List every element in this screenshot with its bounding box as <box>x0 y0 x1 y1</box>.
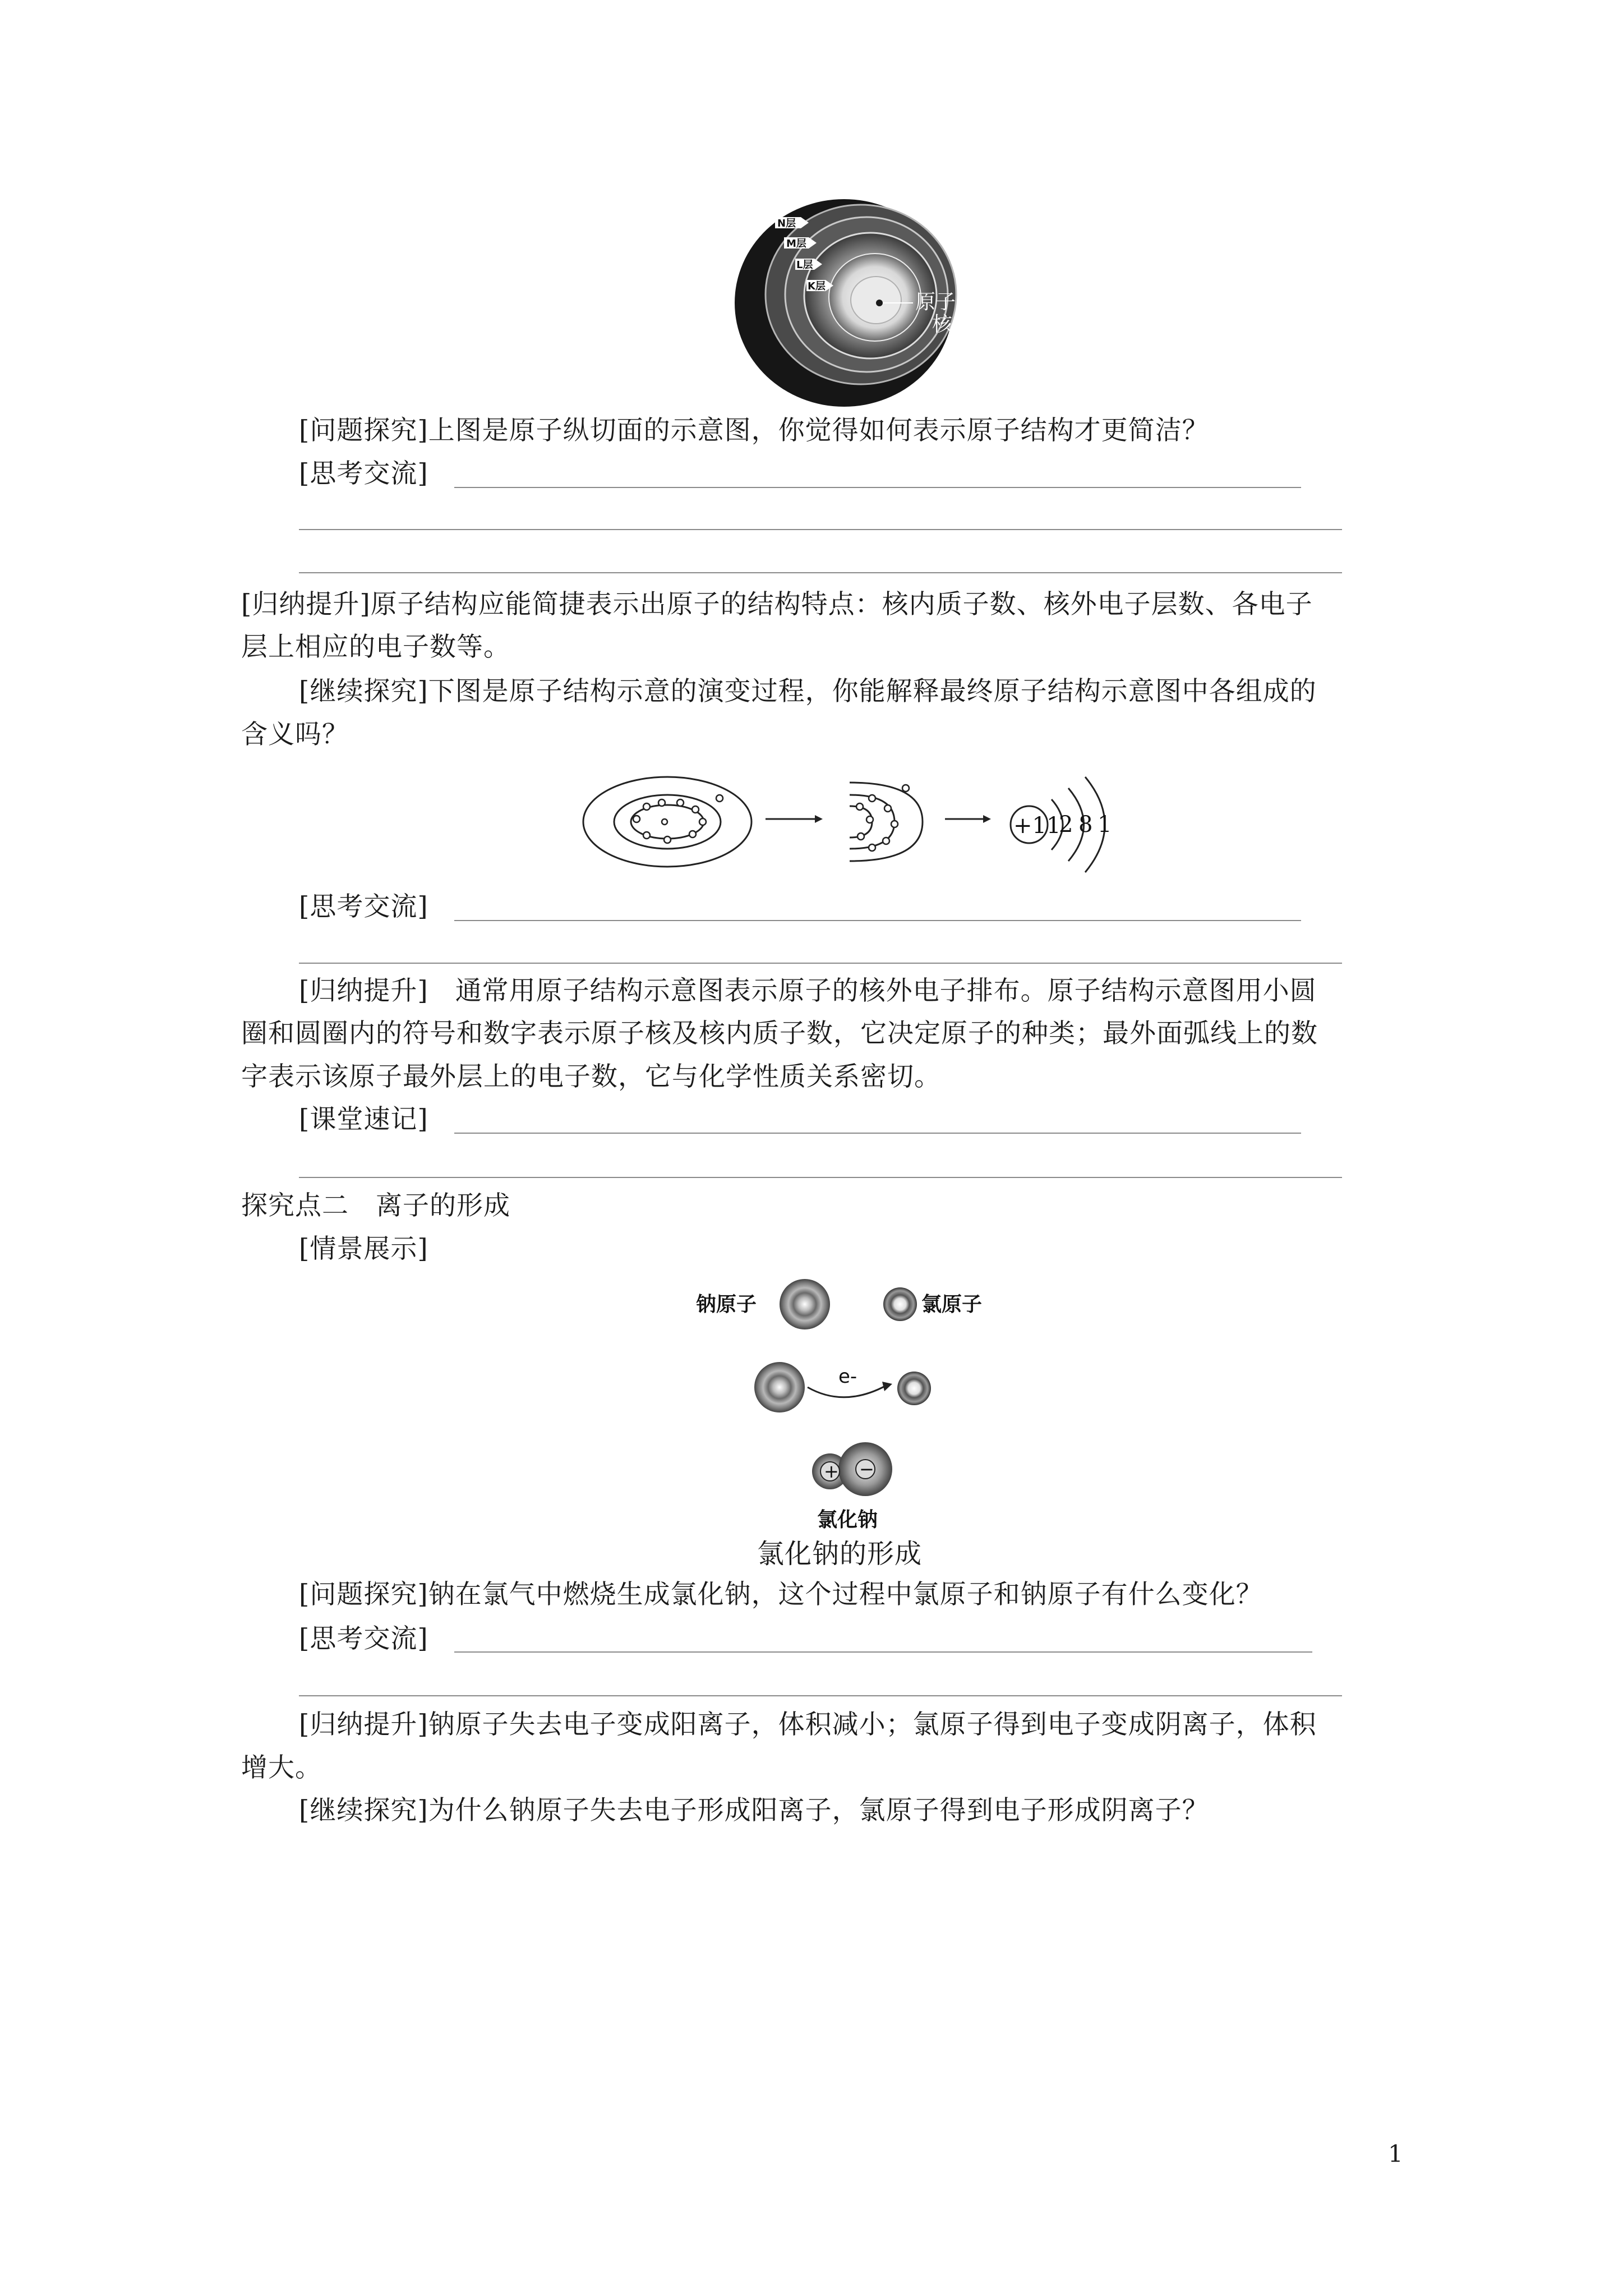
figure-caption <box>757 1537 922 1571</box>
summary-2-line-1 <box>299 974 1317 1008</box>
summary-3-line-2 <box>241 1751 322 1785</box>
electron-count-m: 1 <box>1098 812 1112 838</box>
classroom-notes <box>299 1103 428 1137</box>
heading-text: 探究点二 离子的形成 <box>241 1190 510 1221</box>
summary-1-line-2 <box>241 631 510 664</box>
answer-line[interactable] <box>454 1133 1301 1134</box>
continue-tag: [继续探究] <box>299 676 428 707</box>
answer-line[interactable] <box>454 1651 1312 1653</box>
nucleus-label-2: 核 <box>932 313 953 336</box>
question-tag: [问题探究] <box>299 1579 428 1610</box>
question-tag: [问题探究] <box>299 415 428 446</box>
section-heading <box>241 1189 510 1223</box>
summary-2-line-2 <box>241 1017 1318 1051</box>
summary-text: 增大。 <box>241 1752 322 1783</box>
summary-1-line-1 <box>241 588 1313 622</box>
answer-line[interactable] <box>299 1177 1342 1178</box>
question-line-3 <box>299 1578 1263 1612</box>
continue-text: 下图是原子结构示意的演变过程，你能解释最终原子结构示意图中各组成的 <box>428 676 1317 707</box>
summary-tag: [归纳提升] <box>299 976 428 1006</box>
shell-label-m: M层 <box>786 238 806 250</box>
nucleus-dot <box>876 300 883 306</box>
summary-text: 原子结构应能简捷表示出原子的结构特点：核内质子数、核外电子层数、各电子 <box>370 589 1313 620</box>
shell-label-n: N层 <box>777 218 796 229</box>
shell-label-l: L层 <box>796 259 813 271</box>
scene-display <box>299 1232 428 1266</box>
answer-line[interactable] <box>454 487 1301 488</box>
sodium-atom-2 <box>754 1362 805 1412</box>
answer-line[interactable] <box>454 920 1301 921</box>
summary-3-line-1 <box>299 1708 1317 1742</box>
page-number <box>1388 2137 1404 2171</box>
scene-tag: [情景展示] <box>299 1234 428 1264</box>
think-exchange-2 <box>299 890 428 924</box>
chlorine-atom-2 <box>897 1372 931 1405</box>
summary-text: 通常用原子结构示意图表示原子的核外电子排布。原子结构示意图用小圆 <box>455 976 1317 1006</box>
answer-line[interactable] <box>299 529 1342 530</box>
nacl-formation-figure <box>693 1271 1040 1540</box>
think-exchange-1 <box>299 457 428 491</box>
answer-line[interactable] <box>299 963 1342 964</box>
electron-label: e- <box>838 1365 857 1388</box>
shell-label-k: K层 <box>808 280 826 292</box>
think-exchange-3 <box>299 1622 428 1656</box>
chlorine-atom-label: 氯原子 <box>921 1293 983 1316</box>
continue-text: 为什么钠原子失去电子形成阳离子，氯原子得到电子形成阴离子？ <box>428 1795 1209 1826</box>
caption-text: 氯化钠的形成 <box>757 1538 923 1570</box>
nacl-label: 氯化钠 <box>817 1508 878 1531</box>
electron-count-l: 8 <box>1078 812 1093 838</box>
question-text: 钠在氯气中燃烧生成氯化钠，这个过程中氯原子和钠原子有什么变化？ <box>428 1579 1263 1610</box>
answer-line[interactable] <box>299 572 1342 573</box>
sodium-atom <box>780 1279 830 1329</box>
nucleus-label: 原子 <box>915 291 956 314</box>
question-text: 上图是原子纵切面的示意图，你觉得如何表示原子结构才更简洁？ <box>428 415 1209 446</box>
summary-text: 钠原子失去电子变成阳离子，体积减小；氯原子得到电子变成阴离子，体积 <box>428 1709 1317 1740</box>
question-line-1 <box>299 414 1209 448</box>
summary-text: 层上相应的电子数等。 <box>241 632 510 662</box>
summary-2-line-3 <box>241 1060 941 1094</box>
continue-text: 含义吗？ <box>241 719 349 750</box>
chlorine-atom <box>883 1287 917 1321</box>
atom-structure-evolution-figure <box>580 766 1119 889</box>
summary-text: 字表示该原子最外层上的电子数，它与化学性质关系密切。 <box>241 1061 941 1092</box>
answer-line[interactable] <box>299 1695 1342 1696</box>
continue-3 <box>299 1794 1209 1828</box>
sodium-atom-label: 钠原子 <box>696 1293 757 1316</box>
atom-cross-section-figure <box>723 194 981 412</box>
electron-count-k: 2 <box>1059 812 1073 838</box>
think-tag: [思考交流] <box>299 1623 428 1654</box>
summary-tag: [归纳提升] <box>241 589 371 620</box>
page-number-text: 1 <box>1388 2140 1404 2168</box>
think-tag: [思考交流] <box>299 458 428 489</box>
summary-text: 圈和圆圈内的符号和数字表示原子核及核内质子数，它决定原子的种类；最外面弧线上的数 <box>241 1018 1318 1049</box>
nucleus-charge: +11 <box>1013 813 1061 839</box>
continue-1-line-2 <box>241 718 349 752</box>
summary-tag: [归纳提升] <box>299 1709 428 1740</box>
continue-1-line-1 <box>299 675 1317 708</box>
minus-sign: − <box>859 1458 874 1480</box>
think-tag: [思考交流] <box>299 891 428 922</box>
continue-tag: [继续探究] <box>299 1795 428 1826</box>
notes-tag: [课堂速记] <box>299 1104 428 1135</box>
plus-sign: + <box>824 1461 839 1482</box>
